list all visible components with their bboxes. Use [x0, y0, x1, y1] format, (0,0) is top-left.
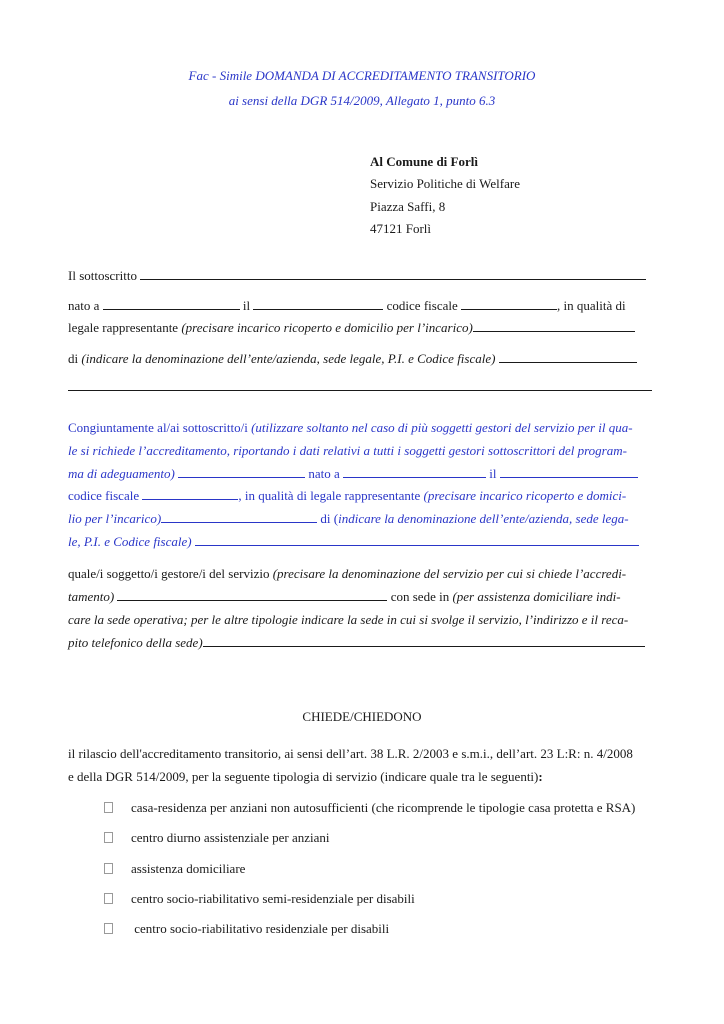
service-line-1: quale/i soggetto/i gestore/i del servizio (precisare la denominazione del servizio per cui si chiede l’accredi-: [68, 566, 627, 581]
joint-line-5: lio per l’incarico) di (indicare la denominazione dell’ente/azienda, sede lega-: [68, 511, 629, 526]
request-paragraph-1: il rilascio dell'accreditamento transitorio, ai sensi dell’art. 38 L.R. 2/2003 e s.m.i., dell’art. 23 L:R: n. 4/2008: [68, 746, 633, 761]
service-address-field[interactable]: [203, 636, 645, 647]
request-heading: CHIEDE/CHIEDONO: [302, 709, 422, 724]
joint-tax-code-field[interactable]: [142, 489, 238, 500]
checkbox[interactable]: [104, 832, 113, 843]
option-residenziale[interactable]: centro socio-riabilitativo residenziale per disabili: [104, 921, 389, 937]
service-name-field[interactable]: [117, 590, 387, 601]
birth-row: nato a il codice fiscale , in qualità di: [68, 298, 626, 313]
sottoscritto-row: Il sottoscritto: [68, 268, 656, 284]
birthdate-field[interactable]: [253, 299, 383, 310]
request-paragraph-2: e della DGR 514/2009, per la seguente tipologia di servizio (indicare quale tra le seguenti):: [68, 769, 543, 784]
joint-line-6: le, P.I. e Codice fiscale): [68, 534, 656, 550]
recipient-city: 47121 Forlì: [370, 221, 432, 236]
recipient-name: Al Comune di Forlì: [370, 154, 478, 169]
role-row: legale rappresentante (precisare incarico ricoperto e domicilio per l’incarico): [68, 320, 656, 336]
option-casa-residenza[interactable]: casa-residenza per anziani non autosufficienti (che ricomprende le tipologie casa protetta e RSA): [104, 800, 635, 816]
option-centro-diurno[interactable]: centro diurno assistenziale per anziani: [104, 830, 330, 846]
sottoscritto-field[interactable]: [140, 269, 646, 280]
joint-line-2: le si richiede l’accreditamento, riportando i dati relativi a tutti i soggetti gestori sottoscrittori del program-: [68, 443, 627, 458]
entity-row: di (indicare la denominazione dell’ente/azienda, sede legale, P.I. e Codice fiscale): [68, 351, 656, 367]
birthplace-field[interactable]: [103, 299, 240, 310]
checkbox[interactable]: [104, 802, 113, 813]
joint-line-1: Congiuntamente al/ai sottoscritto/i (utilizzare soltanto nel caso di più soggetti gestori del servizio per il qua-: [68, 420, 633, 435]
checkbox[interactable]: [104, 923, 113, 934]
joint-name-field[interactable]: [178, 467, 305, 478]
joint-role-field[interactable]: [161, 512, 317, 523]
recipient-street: Piazza Saffi, 8: [370, 199, 446, 214]
service-line-2: tamento) con sede in (per assistenza domiciliare indi-: [68, 589, 621, 604]
entity-field[interactable]: [499, 352, 637, 363]
tax-code-field[interactable]: [461, 299, 557, 310]
joint-entity-field[interactable]: [195, 535, 639, 546]
checkbox[interactable]: [104, 893, 113, 904]
joint-birthdate-field[interactable]: [500, 467, 638, 478]
option-assistenza-domiciliare[interactable]: assistenza domiciliare: [104, 861, 245, 877]
document-title: Fac - Simile DOMANDA DI ACCREDITAMENTO TRANSITORIO: [188, 68, 536, 83]
recipient-office: Servizio Politiche di Welfare: [370, 176, 520, 191]
document-subtitle: ai sensi della DGR 514/2009, Allegato 1, punto 6.3: [228, 93, 496, 108]
entity-field-continuation[interactable]: [68, 390, 652, 391]
joint-line-3: ma di adeguamento) nato a il: [68, 466, 656, 482]
joint-line-4: codice fiscale , in qualità di legale rappresentante (precisare incarico ricoperto e domici-: [68, 488, 627, 503]
option-semi-residenziale[interactable]: centro socio-riabilitativo semi-residenziale per disabili: [104, 891, 415, 907]
role-field[interactable]: [473, 321, 635, 332]
service-line-4: pito telefonico della sede): [68, 635, 656, 651]
joint-birthplace-field[interactable]: [343, 467, 486, 478]
checkbox[interactable]: [104, 863, 113, 874]
service-line-3: care la sede operativa; per le altre tipologie indicare la sede in cui si svolge il servizio, l’indirizzo e il reca-: [68, 612, 629, 627]
